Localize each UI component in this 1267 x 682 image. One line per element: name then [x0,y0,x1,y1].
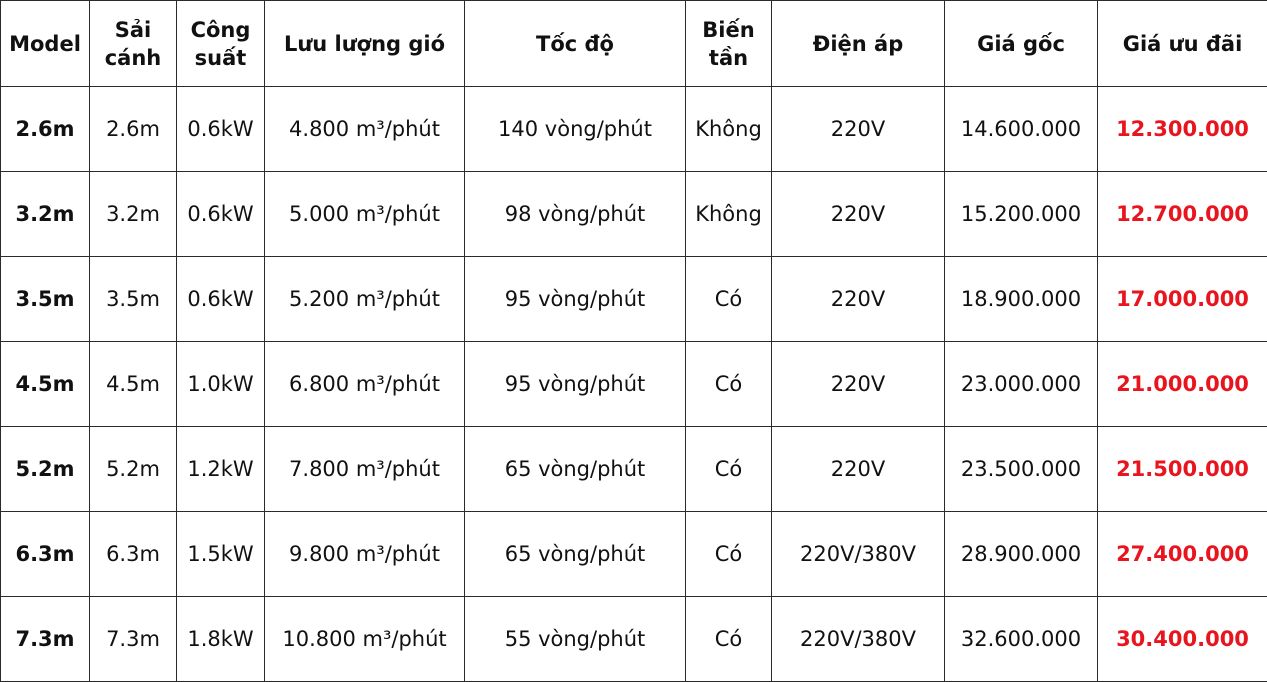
original-price-cell: 23.500.000 [945,427,1098,512]
span-cell: 3.2m [90,172,177,257]
inverter-cell: Có [686,342,772,427]
voltage-cell: 220V/380V [772,597,945,682]
table-row [1,87,1267,172]
speed-cell: 55 vòng/phút [465,597,686,682]
header-power-line1: Công [179,16,262,44]
deal-price-cell: 21.000.000 [1098,342,1267,427]
span-cell: 6.3m [90,512,177,597]
deal-price-cell: 12.700.000 [1098,172,1267,257]
header-airflow: Lưu lượng gió [265,1,465,87]
header-deal-price: Giá ưu đãi [1098,1,1267,87]
inverter-cell: Có [686,597,772,682]
voltage-cell: 220V [772,87,945,172]
span-cell: 5.2m [90,427,177,512]
speed-cell: 140 vòng/phút [465,87,686,172]
power-cell: 0.6kW [177,87,265,172]
voltage-cell: 220V [772,257,945,342]
deal-price-cell: 21.500.000 [1098,427,1267,512]
original-price-cell: 14.600.000 [945,87,1098,172]
original-price-cell: 23.000.000 [945,342,1098,427]
header-power-line2: suất [179,44,262,72]
speed-cell: 65 vòng/phút [465,512,686,597]
header-blade-span-line1: Sải [92,16,174,44]
table-row [1,342,1267,427]
power-cell: 1.8kW [177,597,265,682]
airflow-cell: 7.800 m³/phút [265,427,465,512]
inverter-cell: Có [686,257,772,342]
airflow-cell: 5.200 m³/phút [265,257,465,342]
header-row [1,1,1267,87]
model-cell: 2.6m [1,87,90,172]
voltage-cell: 220V [772,342,945,427]
airflow-cell: 10.800 m³/phút [265,597,465,682]
original-price-cell: 18.900.000 [945,257,1098,342]
inverter-cell: Có [686,512,772,597]
header-blade-span-line2: cánh [92,44,174,72]
original-price-cell: 32.600.000 [945,597,1098,682]
header-original-price: Giá gốc [945,1,1098,87]
header-power [177,1,265,87]
deal-price-cell: 17.000.000 [1098,257,1267,342]
power-cell: 0.6kW [177,257,265,342]
airflow-cell: 5.000 m³/phút [265,172,465,257]
table-row [1,597,1267,682]
span-cell: 4.5m [90,342,177,427]
inverter-cell: Không [686,172,772,257]
span-cell: 3.5m [90,257,177,342]
table-row [1,257,1267,342]
voltage-cell: 220V/380V [772,512,945,597]
header-inverter-line2: tần [688,44,769,72]
power-cell: 1.5kW [177,512,265,597]
header-inverter-line1: Biến [688,16,769,44]
span-cell: 7.3m [90,597,177,682]
airflow-cell: 4.800 m³/phút [265,87,465,172]
speed-cell: 95 vòng/phút [465,257,686,342]
header-model: Model [1,1,90,87]
voltage-cell: 220V [772,427,945,512]
speed-cell: 65 vòng/phút [465,427,686,512]
model-cell: 5.2m [1,427,90,512]
model-cell: 7.3m [1,597,90,682]
power-cell: 0.6kW [177,172,265,257]
model-cell: 4.5m [1,342,90,427]
original-price-cell: 15.200.000 [945,172,1098,257]
original-price-cell: 28.900.000 [945,512,1098,597]
header-voltage: Điện áp [772,1,945,87]
deal-price-cell: 27.400.000 [1098,512,1267,597]
header-inverter [686,1,772,87]
header-blade-span [90,1,177,87]
model-cell: 3.5m [1,257,90,342]
deal-price-cell: 12.300.000 [1098,87,1267,172]
table-row [1,512,1267,597]
speed-cell: 95 vòng/phút [465,342,686,427]
inverter-cell: Có [686,427,772,512]
model-cell: 6.3m [1,512,90,597]
power-cell: 1.2kW [177,427,265,512]
table-row [1,427,1267,512]
voltage-cell: 220V [772,172,945,257]
table-row [1,172,1267,257]
airflow-cell: 6.800 m³/phút [265,342,465,427]
speed-cell: 98 vòng/phút [465,172,686,257]
inverter-cell: Không [686,87,772,172]
header-speed: Tốc độ [465,1,686,87]
model-cell: 3.2m [1,172,90,257]
power-cell: 1.0kW [177,342,265,427]
span-cell: 2.6m [90,87,177,172]
airflow-cell: 9.800 m³/phút [265,512,465,597]
deal-price-cell: 30.400.000 [1098,597,1267,682]
